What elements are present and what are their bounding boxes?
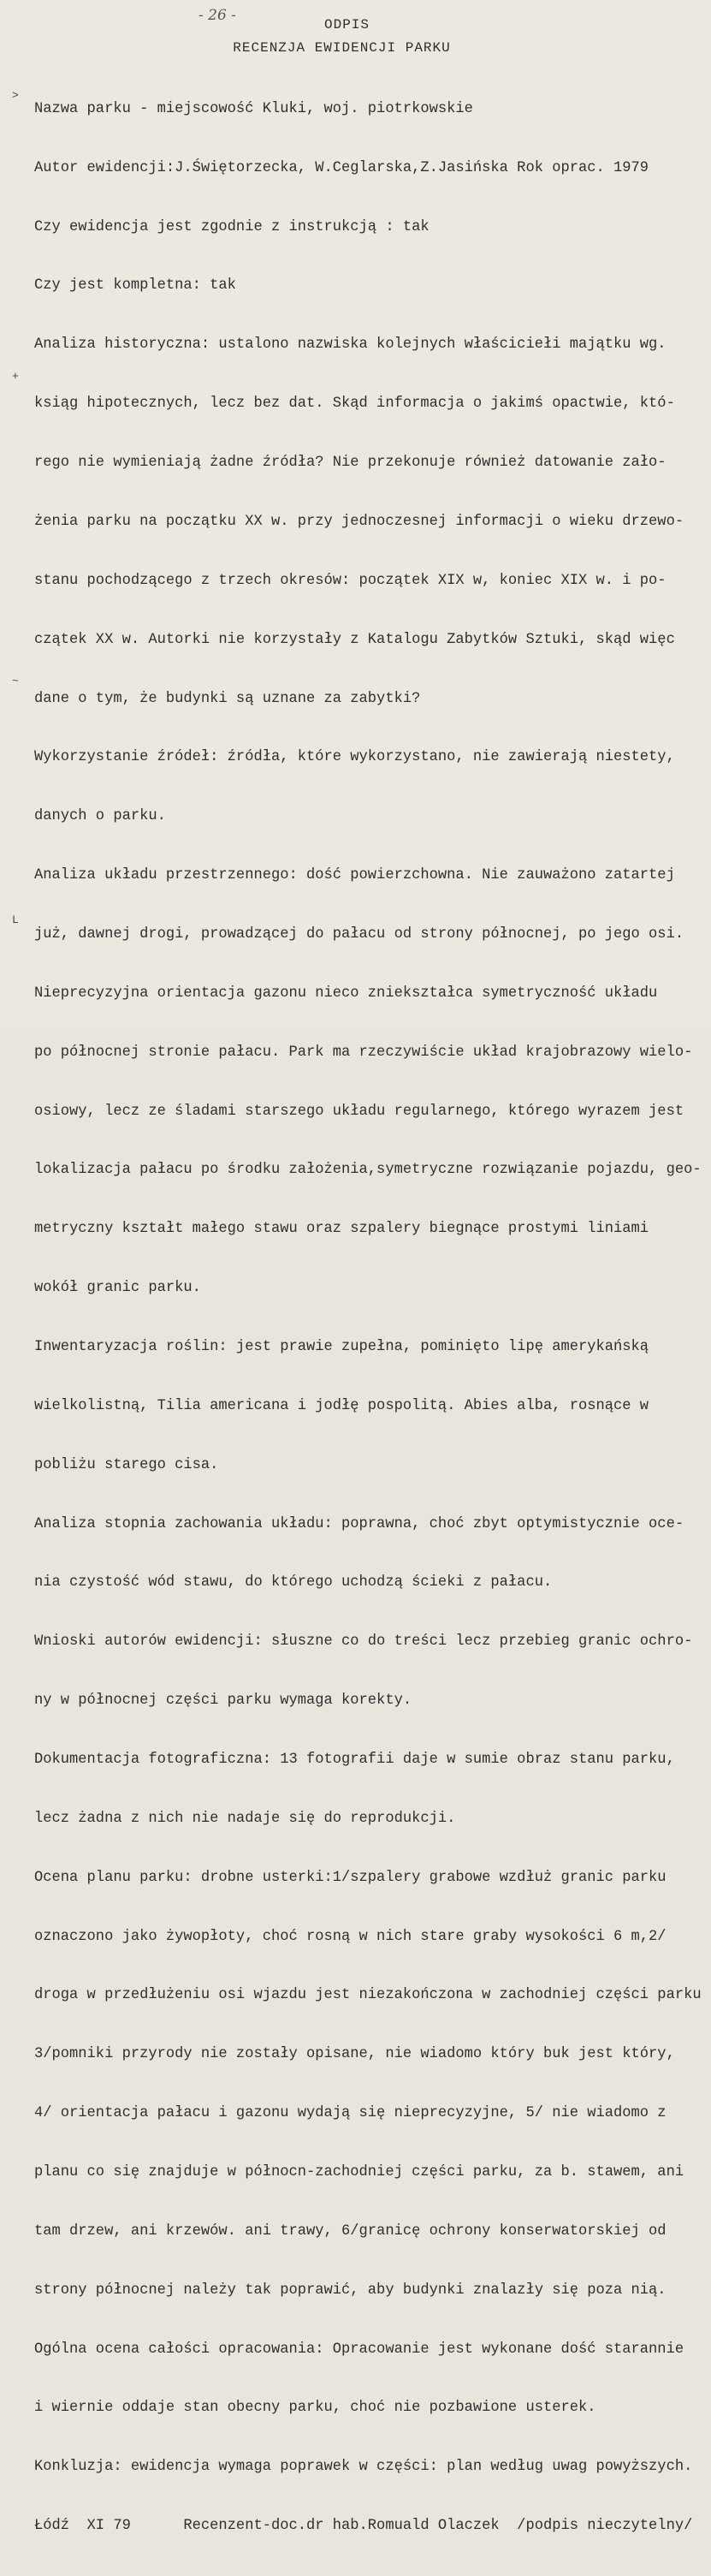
margin-mark: L	[12, 913, 19, 926]
text-line: Inwentaryzacja roślin: jest prawie zupełna, pominięto lipę amerykańską	[34, 1338, 649, 1355]
text-line: tam drzew, ani krzewów. ani trawy, 6/granicę ochrony konserwatorskiej od	[34, 2222, 667, 2240]
margin-mark: >	[12, 89, 19, 102]
document-subtitle: RECENZJA EWIDENCJI PARKU	[233, 40, 451, 56]
text-line: strony północnej należy tak poprawić, aby budynki znalazły się poza nią.	[34, 2282, 667, 2299]
text-line: nia czystość wód stawu, do którego uchodzą ścieki z pałacu.	[34, 1574, 553, 1591]
document-title: ODPIS	[323, 17, 370, 33]
margin-mark: +	[12, 370, 19, 383]
margin-mark: ~	[12, 675, 19, 687]
text-line: ny w północnej części parku wymaga korekty.	[34, 1693, 412, 1710]
text-line: 3/pomniki przyrody nie zostały opisane, nie wiadomo który buk jest który,	[34, 2046, 675, 2063]
text-line: pobliżu starego cisa.	[34, 1456, 219, 1473]
text-line: Czy jest kompletna: tak	[34, 277, 236, 294]
text-line: Analiza historyczna: ustalono nazwiska kolejnych właściciełi majątku wg.	[34, 336, 667, 354]
text-line: 4/ orientacja pałacu i gazonu wydają się nieprecyzyjne, 5/ nie wiadomo z	[34, 2105, 667, 2122]
text-line: ksiąg hipotecznych, lecz bez dat. Skąd informacja o jakimś opactwie, któ-	[34, 396, 675, 413]
text-line: czątek XX w. Autorki nie korzystały z Katalogu Zabytków Sztuki, skąd więc	[34, 631, 675, 648]
text-line: metryczny kształt małego stawu oraz szpalery biegnące prostymi liniami	[34, 1221, 649, 1238]
text-line: Dokumentacja fotograficzna: 13 fotografii daje w sumie obraz stanu parku,	[34, 1751, 675, 1768]
handwritten-page-number: - 26 -	[198, 7, 236, 24]
text-line: Autor ewidencji:J.Świętorzecka, W.Ceglarska,Z.Jasińska Rok oprac. 1979	[34, 159, 649, 176]
text-line: Czy ewidencja jest zgodnie z instrukcją : tak	[34, 218, 430, 235]
text-line: osiowy, lecz ze śladami starszego układu regularnego, którego wyrazem jest	[34, 1103, 684, 1120]
text-line: Konkluzja: ewidencja wymaga poprawek w części: plan według uwag powyższych.	[34, 2459, 693, 2476]
text-line: Ocena planu parku: drobne usterki:1/szpalery grabowe wzdłuż granic parku	[34, 1869, 667, 1886]
text-line: danych o parku.	[34, 808, 166, 825]
text-line: droga w przedłużeniu osi wjazdu jest niezakończona w zachodniej części parku	[34, 1987, 702, 2004]
text-line: Ogólna ocena całości opracowania: Opracowanie jest wykonane dość starannie	[34, 2341, 684, 2358]
signature-line: Łódź XI 79 Recenzent-doc.dr hab.Romuald Olaczek /podpis nieczytelny/	[34, 2518, 693, 2535]
text-line: wokół granic parku.	[34, 1280, 201, 1297]
text-line: stanu pochodzącego z trzech okresów: początek XIX w, koniec XIX w. i po-	[34, 572, 667, 589]
text-line: wielkolistną, Tilia americana i jodłę pospolitą. Abies alba, rosnące w	[34, 1397, 649, 1414]
text-line: Nazwa parku - miejscowość Kluki, woj. piotrkowskie	[34, 100, 473, 117]
text-line: lokalizacja pałacu po środku założenia,symetryczne rozwiązanie pojazdu, geo-	[34, 1162, 702, 1179]
text-line: rego nie wymieniają żadne źródła? Nie przekonuje również datowanie zało-	[34, 455, 667, 472]
text-line: po północnej stronie pałacu. Park ma rzeczywiście układ krajobrazowy wielo-	[34, 1044, 693, 1061]
text-line: planu co się znajduje w północn-zachodniej części parku, za b. stawem, ani	[34, 2163, 684, 2180]
text-line: Nieprecyzyjna orientacja gazonu nieco zniekształca symetryczność układu	[34, 985, 658, 1002]
text-line: lecz żadna z nich nie nadaje się do reprodukcji.	[34, 1810, 456, 1827]
text-line: żenia parku na początku XX w. przy jednoczesnej informacji o wieku drzewo-	[34, 513, 684, 530]
review-body	[34, 61, 710, 2576]
text-line: Wnioski autorów ewidencji: słuszne co do treści lecz przebieg granic ochro-	[34, 1633, 693, 1651]
text-line: oznaczono jako żywopłoty, choć rosną w nich stare graby wysokości 6 m,2/	[34, 1928, 667, 1945]
text-line: już, dawnej drogi, prowadzącej do pałacu od strony północnej, po jego osi.	[34, 925, 684, 943]
text-line: dane o tym, że budynki są uznane za zabytki?	[34, 690, 421, 707]
text-line: i wiernie oddaje stan obecny parku, choć nie pozbawione usterek.	[34, 2400, 596, 2417]
text-line: Analiza układu przestrzennego: dość powierzchowna. Nie zauważono zatartej	[34, 867, 675, 884]
text-line: Wykorzystanie źródeł: źródła, które wykorzystano, nie zawierają niestety,	[34, 749, 675, 766]
text-line: Analiza stopnia zachowania układu: poprawna, choć zbyt optymistycznie oce-	[34, 1515, 684, 1532]
